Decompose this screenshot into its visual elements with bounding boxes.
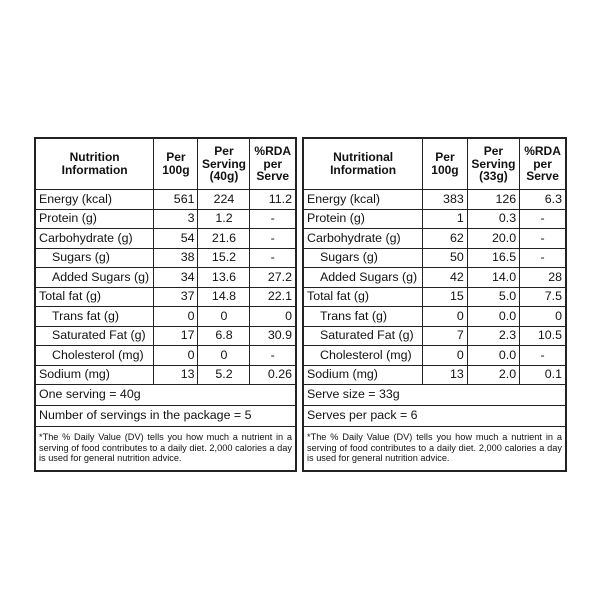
rda-value: - [520,248,566,268]
header-row [36,139,296,190]
per-100g-value: 34 [154,268,198,288]
per-100g-value: 17 [154,326,198,346]
header-per-serving: Per Serving (33g) [467,139,519,190]
per-serving-value: 126 [467,190,519,210]
per-serving-value: 20.0 [467,229,519,249]
footnote-row [36,427,296,471]
table-row [36,287,296,307]
nutrient-name: Sodium (mg) [36,365,154,385]
rda-value: 28 [520,268,566,288]
per-serving-value: 21.6 [198,229,250,249]
table-row [304,287,566,307]
rda-value: 0 [250,307,296,327]
header-nutrient: Nutrition Information [36,139,154,190]
table-row [36,326,296,346]
servings-count-text: Serves per pack = 6 [304,406,566,427]
per-100g-value: 383 [423,190,468,210]
nutrient-name: Trans fat (g) [36,307,154,327]
serving-size-row [36,385,296,406]
header-rda: %RDA per Serve [520,139,566,190]
per-100g-value: 42 [423,268,468,288]
nutrient-name: Protein (g) [304,209,423,229]
rda-value: - [250,346,296,366]
table-row [304,346,566,366]
nutrient-name: Sugars (g) [304,248,423,268]
rda-value: 30.9 [250,326,296,346]
rda-value: - [520,346,566,366]
rda-value: 0.26 [250,365,296,385]
rda-value: - [250,248,296,268]
rda-value: 27.2 [250,268,296,288]
per-100g-value: 3 [154,209,198,229]
left-nutrition-panel [34,137,297,472]
per-serving-value: 0.3 [467,209,519,229]
nutrient-name: Total fat (g) [36,287,154,307]
serving-size-text: Serve size = 33g [304,385,566,406]
nutrient-name: Cholesterol (mg) [304,346,423,366]
table-row [304,307,566,327]
per-serving-value: 13.6 [198,268,250,288]
serving-size-text: One serving = 40g [36,385,296,406]
table-row [36,346,296,366]
nutrient-name: Saturated Fat (g) [304,326,423,346]
nutrient-name: Trans fat (g) [304,307,423,327]
rda-value: 10.5 [520,326,566,346]
nutrient-name: Sugars (g) [36,248,154,268]
per-serving-value: 2.3 [467,326,519,346]
table-row [304,365,566,385]
per-100g-value: 54 [154,229,198,249]
per-100g-value: 50 [423,248,468,268]
rda-value: 11.2 [250,190,296,210]
per-100g-value: 0 [154,346,198,366]
table-row [36,209,296,229]
header-per-100g: Per 100g [154,139,198,190]
header-rda: %RDA per Serve [250,139,296,190]
nutrient-rows [304,190,566,385]
nutrient-name: Protein (g) [36,209,154,229]
table-row [304,268,566,288]
per-100g-value: 0 [423,346,468,366]
nutrient-name: Added Sugars (g) [304,268,423,288]
per-serving-value: 224 [198,190,250,210]
table-row [36,229,296,249]
per-serving-value: 0 [198,307,250,327]
table-row [36,248,296,268]
table-row [304,229,566,249]
per-serving-value: 0.0 [467,346,519,366]
rda-value: - [520,209,566,229]
per-serving-value: 0.0 [467,307,519,327]
per-serving-value: 15.2 [198,248,250,268]
table-row [304,248,566,268]
per-100g-value: 62 [423,229,468,249]
servings-count-row [304,406,566,427]
table-row [36,268,296,288]
header-per-serving: Per Serving (40g) [198,139,250,190]
per-100g-value: 561 [154,190,198,210]
nutrient-name: Energy (kcal) [304,190,423,210]
nutrition-table [303,138,566,471]
table-row [36,365,296,385]
rda-value: - [250,209,296,229]
serving-size-row [304,385,566,406]
rda-value: - [520,229,566,249]
rda-value: 0 [520,307,566,327]
nutrient-name: Cholesterol (mg) [36,346,154,366]
footnote-row [304,427,566,471]
per-100g-value: 0 [154,307,198,327]
rda-value: 22.1 [250,287,296,307]
per-100g-value: 13 [154,365,198,385]
table-row [36,307,296,327]
per-100g-value: 1 [423,209,468,229]
nutrient-name: Saturated Fat (g) [36,326,154,346]
nutrition-table [35,138,296,471]
servings-count-text: Number of servings in the package = 5 [36,406,296,427]
header-row [304,139,566,190]
nutrient-name: Total fat (g) [304,287,423,307]
per-serving-value: 6.8 [198,326,250,346]
nutrient-name: Carbohydrate (g) [304,229,423,249]
per-serving-value: 5.2 [198,365,250,385]
per-serving-value: 5.0 [467,287,519,307]
per-100g-value: 38 [154,248,198,268]
header-per-100g: Per 100g [423,139,468,190]
per-serving-value: 0 [198,346,250,366]
nutrient-name: Energy (kcal) [36,190,154,210]
rda-value: - [250,229,296,249]
rda-value: 6.3 [520,190,566,210]
nutrient-name: Sodium (mg) [304,365,423,385]
per-serving-value: 1.2 [198,209,250,229]
nutrient-name: Carbohydrate (g) [36,229,154,249]
right-nutrition-panel [302,137,567,472]
rda-value: 7.5 [520,287,566,307]
per-100g-value: 15 [423,287,468,307]
table-row [304,209,566,229]
per-100g-value: 7 [423,326,468,346]
table-row [304,326,566,346]
per-serving-value: 14.8 [198,287,250,307]
per-100g-value: 37 [154,287,198,307]
nutrient-name: Added Sugars (g) [36,268,154,288]
table-row [304,190,566,210]
per-serving-value: 2.0 [467,365,519,385]
table-row [36,190,296,210]
footnote-text: *The % Daily Value (DV) tells you how much a nutrient in a serving of food contributes to a daily diet. 2,000 calories a day is used for general nutrition advice. [36,427,296,471]
per-serving-value: 14.0 [467,268,519,288]
per-100g-value: 13 [423,365,468,385]
rda-value: 0.1 [520,365,566,385]
per-serving-value: 16.5 [467,248,519,268]
footnote-text: *The % Daily Value (DV) tells you how much a nutrient in a serving of food contributes to a daily diet. 2,000 calories a day is used for general nutrition advice. [304,427,566,471]
nutrient-rows [36,190,296,385]
per-100g-value: 0 [423,307,468,327]
servings-count-row [36,406,296,427]
header-nutrient: Nutritional Information [304,139,423,190]
